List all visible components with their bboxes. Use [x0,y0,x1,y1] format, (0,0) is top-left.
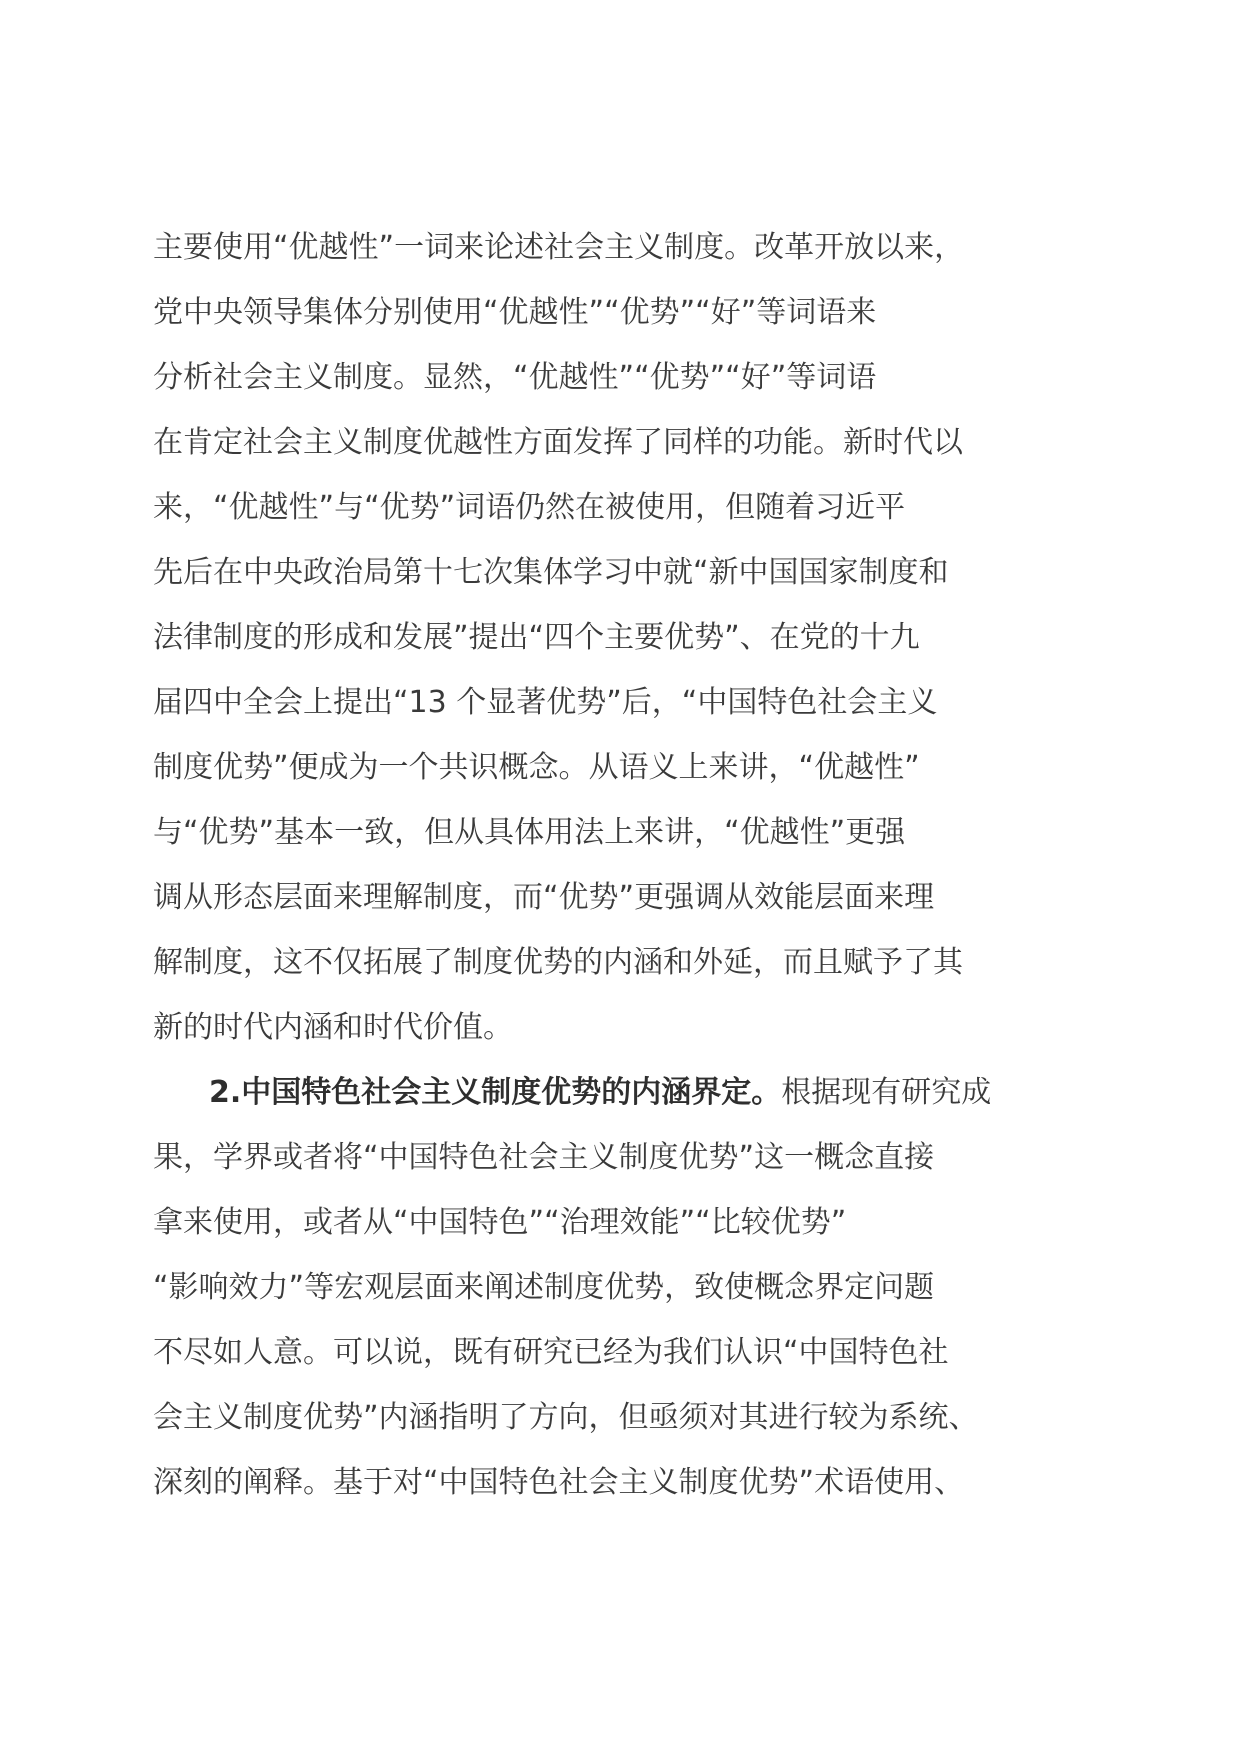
text-line: 法律制度的形成和发展”提出“四个主要优势”、在党的十九 [153,620,920,655]
text-line: 届四中全会上提出“13 个显著优势”后，“中国特色社会主义 [153,685,938,720]
text-line: 果，学界或者将“中国特色社会主义制度优势”这一概念直接 [153,1140,935,1175]
text-line: 主要使用“优越性”一词来论述社会主义制度。改革开放以来， [153,230,965,265]
text-line: 拿来使用，或者从“中国特色”“治理效能”“比较优势” [153,1205,847,1240]
text-line: 党中央领导集体分别使用“优越性”“优势”“好”等词语来 [153,295,877,330]
text-line: 来，“优越性”与“优势”词语仍然在被使用，但随着习近平 [153,490,906,525]
text-line: 会主义制度优势”内涵指明了方向，但亟须对其进行较为系统、 [153,1400,979,1435]
text-line: 先后在中央政治局第十七次集体学习中就“新中国国家制度和 [153,555,949,590]
text-line: 与“优势”基本一致，但从具体用法上来讲，“优越性”更强 [153,815,906,850]
text-line: 分析社会主义制度。显然，“优越性”“优势”“好”等词语 [153,360,877,395]
text-line [153,1060,1093,1125]
paragraph-1 [153,215,1093,1060]
section-heading: 2.中国特色社会主义制度优势的内涵界定。 [209,1075,782,1110]
text-line: 不尽如人意。可以说，既有研究已经为我们认识“中国特色社 [153,1335,949,1370]
heading-continuation: 根据现有研究成 [781,1075,992,1110]
text-line: 制度优势”便成为一个共识概念。从语义上来讲，“优越性” [153,750,920,785]
text-line: 解制度，这不仅拓展了制度优势的内涵和外延，而且赋予了其 [153,945,963,980]
paragraph-2 [153,1060,1093,1515]
body-text [153,215,1093,1515]
text-line: 深刻的阐释。基于对“中国特色社会主义制度优势”术语使用、 [153,1465,965,1500]
text-line: 在肯定社会主义制度优越性方面发挥了同样的功能。新时代以 [153,425,963,460]
text-line: “影响效力”等宏观层面来阐述制度优势，致使概念界定问题 [153,1270,935,1305]
text-line: 调从形态层面来理解制度，而“优势”更强调从效能层面来理 [153,880,935,915]
text-line: 新的时代内涵和时代价值。 [153,1010,513,1045]
